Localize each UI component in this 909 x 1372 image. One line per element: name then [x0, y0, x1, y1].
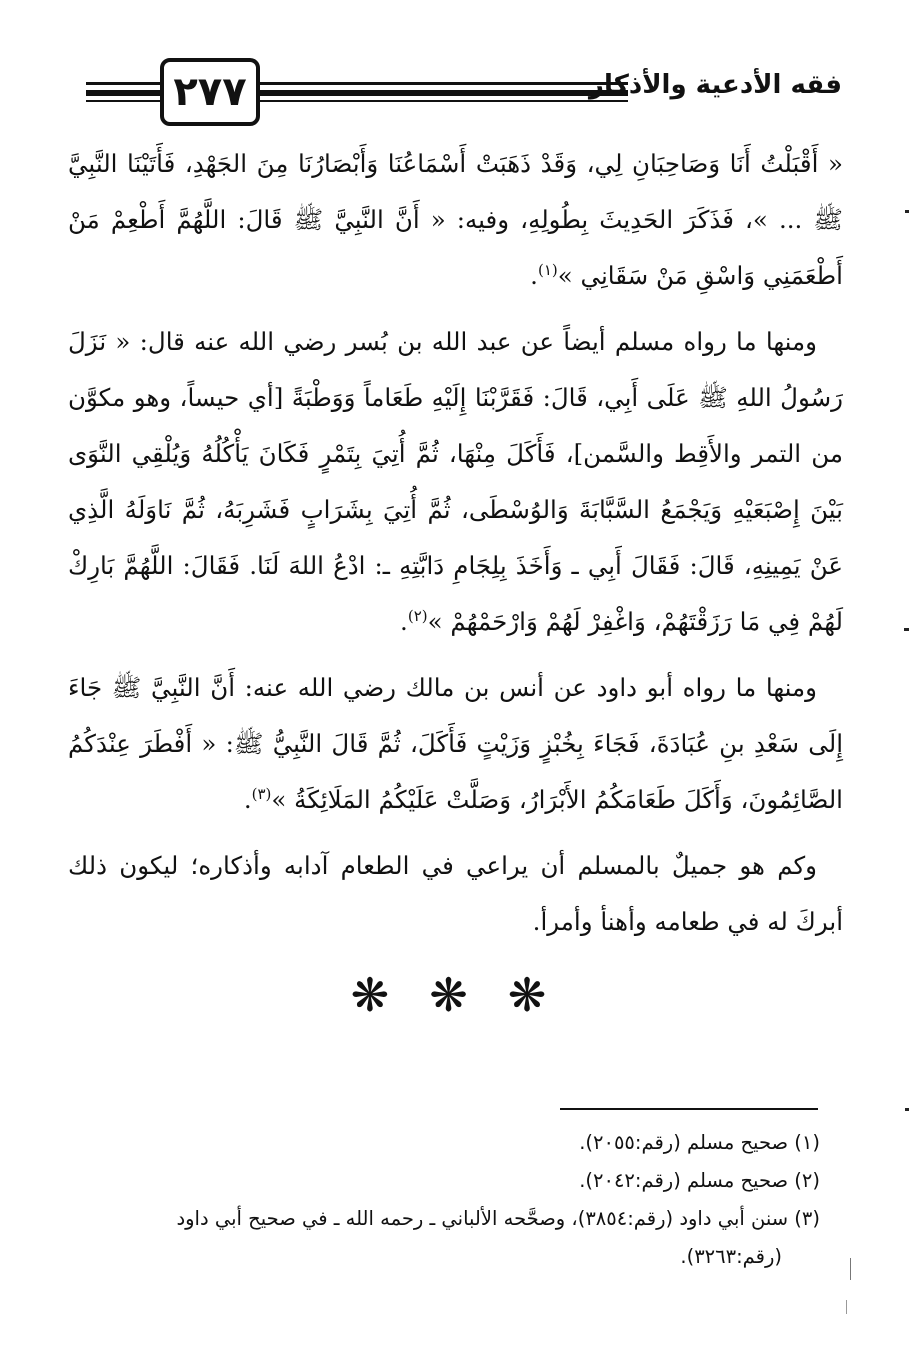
page-number: ٢٧٧	[160, 58, 260, 126]
paragraph-2	[68, 314, 843, 650]
footnote-ref-2: (٢)	[407, 606, 428, 625]
header-rule	[86, 90, 168, 96]
paragraph-1	[68, 136, 843, 304]
paragraph-4	[68, 838, 843, 950]
scan-mark	[850, 1258, 851, 1280]
footnote-continuation: (رقم:٣٢٦٣).	[680, 1245, 782, 1268]
footnote-text: صحيح مسلم (رقم:٢٠٤٢).	[579, 1169, 789, 1192]
footnote-2	[60, 1162, 820, 1200]
scan-mark	[904, 628, 909, 631]
footnote-1	[60, 1124, 820, 1162]
header-rule	[248, 82, 628, 85]
scan-mark	[905, 210, 909, 213]
scan-mark	[846, 1300, 847, 1314]
footnote-number: (٣)	[794, 1207, 820, 1230]
header-rule	[86, 100, 168, 102]
footnotes	[60, 1124, 820, 1276]
footnote-ref-3: (٣)	[251, 784, 272, 803]
running-title: فقه الأدعية والأذكار	[589, 70, 842, 100]
body-text	[68, 136, 843, 960]
footnote-text: سنن أبي داود (رقم:٣٨٥٤)، وصحَّحه الألباني ـ رحمه الله ـ في صحيح أبي داود	[176, 1207, 789, 1230]
footnote-divider	[560, 1108, 818, 1110]
section-separator-stars: ❋ ❋ ❋	[350, 968, 559, 1022]
footnote-3	[60, 1200, 820, 1276]
footnote-number: (١)	[794, 1131, 820, 1154]
footnote-text: صحيح مسلم (رقم:٢٠٥٥).	[579, 1131, 789, 1154]
paragraph-text: وكم هو جميلٌ بالمسلم أن يراعي في الطعام آدابه وأذكاره؛ ليكون ذلك أبركَ له في طعامه وأهنأ وأمرأ.	[68, 851, 843, 936]
page-header	[78, 52, 842, 128]
header-rule	[86, 82, 168, 85]
end-punct: .	[243, 785, 252, 814]
header-rule	[248, 100, 628, 102]
header-rule	[248, 90, 628, 96]
footnote-ref-1: (١)	[537, 260, 558, 279]
paragraph-text: ومنها ما رواه مسلم أيضاً عن عبد الله بن بُسر رضي الله عنه قال: « نَزَلَ رَسُولُ اللهِ ﷺ عَلَى أَبِي، قَالَ: فَقَرَّبْنَا إِلَيْهِ طَعَاماً وَوَطْبَةً [أي حيساً، وهو مكوَّن من التمر والأَقِط والسَّمن]، فَأَكَلَ مِنْهَا، ثُمَّ أُتِيَ بِتَمْرٍ فَكَانَ يَأْكُلُهُ وَيُلْقِي النَّوَى بَيْنَ إِصْبَعَيْهِ وَيَجْمَعُ السَّبَّابَةَ وَالوُسْطَى، ثُمَّ أُتِيَ بِشَرَابٍ فَشَرِبَهُ، ثُمَّ نَاوَلَهُ الَّذِي عَنْ يَمِينِهِ، قَالَ: فَقَالَ أَبِي ـ وَأَخَذَ بِلِجَامِ دَابَّتِهِ ـ: ادْعُ اللهَ لَنَا. فَقَالَ: اللَّهُمَّ بَارِكْ لَهُمْ فِي مَا رَزَقْتَهُمْ، وَاغْفِرْ لَهُمْ وَارْحَمْهُمْ »	[68, 327, 843, 636]
footnote-number: (٢)	[794, 1169, 820, 1192]
paragraph-text: « أَقْبَلْتُ أَنَا وَصَاحِبَانِ لِي، وَقَدْ ذَهَبَتْ أَسْمَاعُنَا وَأَبْصَارُنَا مِنَ الجَهْدِ، فَأَتَيْنَا النَّبِيَّ ﷺ ... »، فَذَكَرَ الحَدِيثَ بِطُولِهِ، وفيه: « أَنَّ النَّبِيَّ ﷺ قَالَ: اللَّهُمَّ أَطْعِمْ مَنْ أَطْعَمَنِي وَاسْقِ مَنْ سَقَانِي »	[68, 149, 843, 290]
end-punct: .	[400, 607, 408, 636]
scan-mark	[905, 1108, 909, 1111]
end-punct: .	[530, 261, 538, 290]
paragraph-3	[68, 660, 843, 828]
paragraph-text: ومنها ما رواه أبو داود عن أنس بن مالك رضي الله عنه: أَنَّ النَّبِيَّ ﷺ جَاءَ إِلَى سَعْدِ بنِ عُبَادَةَ، فَجَاءَ بِخُبْزٍ وَزَيْتٍ فَأَكَلَ، ثُمَّ قَالَ النَّبِيُّ ﷺ: « أَفْطَرَ عِنْدَكُمُ الصَّائِمُونَ، وَأَكَلَ طَعَامَكُمُ الأَبْرَارُ، وَصَلَّتْ عَلَيْكُمُ المَلَائِكَةُ »	[68, 673, 843, 814]
